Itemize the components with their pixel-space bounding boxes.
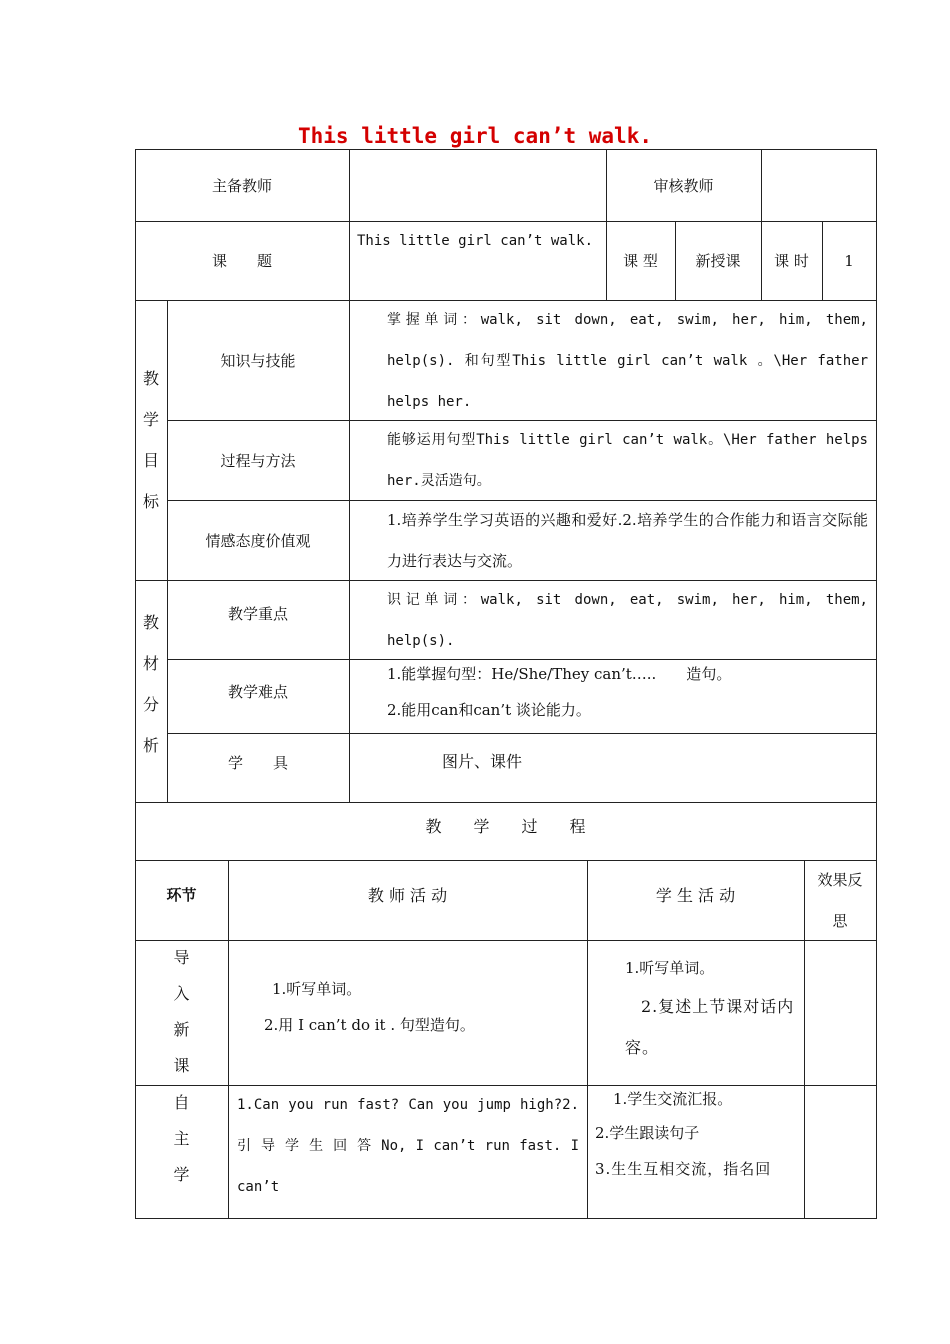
- objective-knowledge-content: 掌握单词：walk, sit down, eat, swim, her, him, them, help(s). 和句型This little girl can’t walk 。\Her father helps her.: [387, 312, 868, 410]
- col-stage-header: 环节: [166, 885, 197, 904]
- student-activity-line-2: 2.学生跟读句子: [595, 1124, 700, 1142]
- type-value: 新授课: [695, 252, 741, 270]
- objective-attitude-label: 情感态度价值观: [205, 531, 311, 550]
- reflection-self-study[interactable]: [804, 1085, 876, 1218]
- teacher-activity-line-1: 1.听写单词。: [272, 980, 362, 998]
- student-activity-line-1: 1.听写单词。: [625, 959, 715, 977]
- tools-label: 学 具: [227, 753, 288, 772]
- difficulty-line-1: 1.能掌握句型：He/She/They can’t….. 造句。: [387, 665, 732, 683]
- topic-value: This little girl can’t walk.: [357, 233, 594, 249]
- reviewer-value[interactable]: [761, 149, 876, 221]
- reflection-intro[interactable]: [804, 940, 876, 1085]
- student-activity-line-2: 2.复述上节课对话内容。: [625, 997, 795, 1057]
- student-activity-line-3: 3.生生互相交流，指名回: [595, 1160, 772, 1178]
- objective-knowledge-label: 知识与技能: [220, 351, 296, 370]
- student-activity-line-1: 1.学生交流汇报。: [613, 1090, 733, 1108]
- col-reflection-header: 效果反思: [817, 871, 863, 930]
- stage-intro: 导 入 新 课: [173, 948, 190, 1075]
- objective-attitude-content: 1.培养学生学习英语的兴趣和爱好.2.培养学生的合作能力和语言交际能力进行表达与交流。: [387, 511, 868, 570]
- student-activity-self-study: [587, 1085, 804, 1218]
- stage-self-study: 自 主 学: [173, 1093, 190, 1184]
- objectives-group-label: 教 学 目 标: [142, 369, 159, 511]
- key-points-content: 识记单词：walk, sit down, eat, swim, her, him, them, help(s).: [387, 592, 868, 649]
- teacher-activity-line-2: 2.用 I can’t do it . 句型造句。: [264, 1016, 475, 1034]
- page-title: This little girl can’t walk.: [297, 124, 652, 148]
- type-label: 课 型: [623, 252, 658, 270]
- difficulty-content: [349, 659, 876, 733]
- chief-teacher-value[interactable]: [349, 149, 606, 221]
- hours-label: 课 时: [774, 252, 809, 270]
- topic-label: 课 题: [211, 252, 272, 270]
- difficulty-line-2: 2.能用can和can’t 谈论能力。: [387, 701, 591, 719]
- process-heading: 教 学 过 程: [425, 817, 586, 836]
- col-student-header: 学 生 活 动: [655, 885, 736, 905]
- student-activity-intro: [587, 940, 804, 1085]
- col-teacher-header: 教 师 活 动: [367, 885, 448, 905]
- tools-content: 图片、课件: [442, 752, 523, 771]
- key-points-label: 教学重点: [227, 604, 288, 623]
- difficulty-label: 教学难点: [227, 682, 288, 701]
- teacher-activity-self-study: 1.Can you run fast? Can you jump high?2. 引 导 学 生 回 答 No, I can’t run fast. I can’t: [237, 1097, 579, 1195]
- reviewer-label: 审核教师: [653, 176, 714, 195]
- analysis-group-label: 教 材 分 析: [142, 613, 159, 755]
- teacher-activity-intro: [228, 940, 587, 1085]
- objective-process-label: 过程与方法: [220, 451, 296, 470]
- objective-process-content: 能够运用句型This little girl can’t walk。\Her father helps her.灵活造句。: [387, 432, 868, 489]
- hours-value: 1: [844, 251, 854, 270]
- chief-teacher-label: 主备教师: [211, 176, 272, 195]
